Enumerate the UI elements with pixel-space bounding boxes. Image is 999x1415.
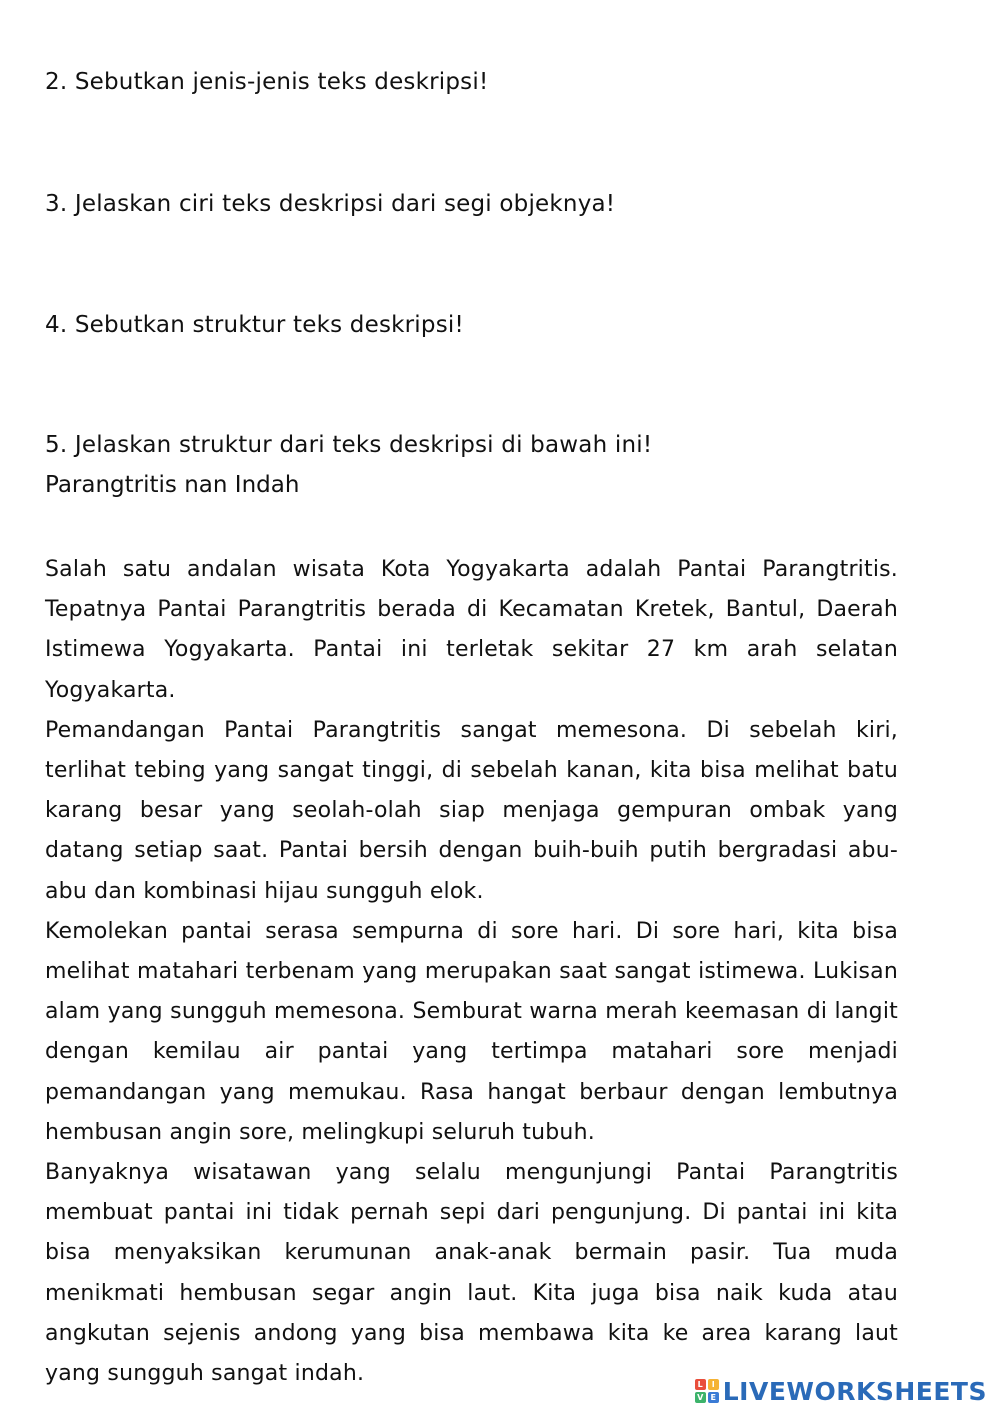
question-3: 3. Jelaskan ciri teks deskripsi dari segi objeknya!: [45, 191, 616, 217]
question-2: 2. Sebutkan jenis-jenis teks deskripsi!: [45, 69, 489, 95]
paragraph-1: Salah satu andalan wisata Kota Yogyakarta adalah Pantai Parangtritis. Tepatnya Pantai Parangtritis berada di Kecamatan Kretek, Bantul, Daerah Istimewa Yogyakarta. Pantai ini terletak sekitar 27 km arah selatan Yogyakarta.: [45, 557, 898, 703]
logo-letter: E: [708, 1392, 719, 1403]
question-5: 5. Jelaskan struktur dari teks deskripsi di bawah ini!: [45, 432, 653, 458]
logo-letter: I: [708, 1379, 719, 1390]
watermark-text: LIVEWORKSHEETS: [722, 1376, 987, 1406]
descriptive-text: [45, 550, 898, 1394]
logo-letter: L: [695, 1379, 706, 1390]
logo-letter: V: [695, 1392, 706, 1403]
paragraph-2: Pemandangan Pantai Parangtritis sangat memesona. Di sebelah kiri, terlihat tebing yang sangat tinggi, di sebelah kanan, kita bisa melihat batu karang besar yang seolah-olah siap menjaga gempuran ombak yang datang setiap saat. Pantai bersih dengan buih-buih putih bergradasi abu-abu dan kombinasi hijau sungguh elok.: [45, 717, 898, 904]
text-title: Parangtritis nan Indah: [45, 472, 300, 498]
paragraph-3: Kemolekan pantai serasa sempurna di sore hari. Di sore hari, kita bisa melihat matahari terbenam yang merupakan saat sangat istimewa. Lukisan alam yang sungguh memesona. Semburat warna merah keemasan di langit dengan kemilau air pantai yang tertimpa matahari sore menjadi pemandangan yang memukau. Rasa hangat berbaur dengan lembutnya hembusan angin sore, melingkupi seluruh tubuh.: [45, 918, 898, 1145]
question-4: 4. Sebutkan struktur teks deskripsi!: [45, 312, 464, 338]
liveworksheets-logo-icon: [695, 1379, 719, 1403]
paragraph-4: Banyaknya wisatawan yang selalu mengunjungi Pantai Parangtritis membuat pantai ini tidak pernah sepi dari pengunjung. Di pantai ini kita bisa menyaksikan kerumunan anak-anak bermain pasir. Tua muda menikmati hembusan segar angin laut. Kita juga bisa naik kuda atau angkutan sejenis andong yang bisa membawa kita ke area karang laut yang sungguh sangat indah.: [45, 1160, 898, 1387]
liveworksheets-watermark: [695, 1375, 987, 1407]
